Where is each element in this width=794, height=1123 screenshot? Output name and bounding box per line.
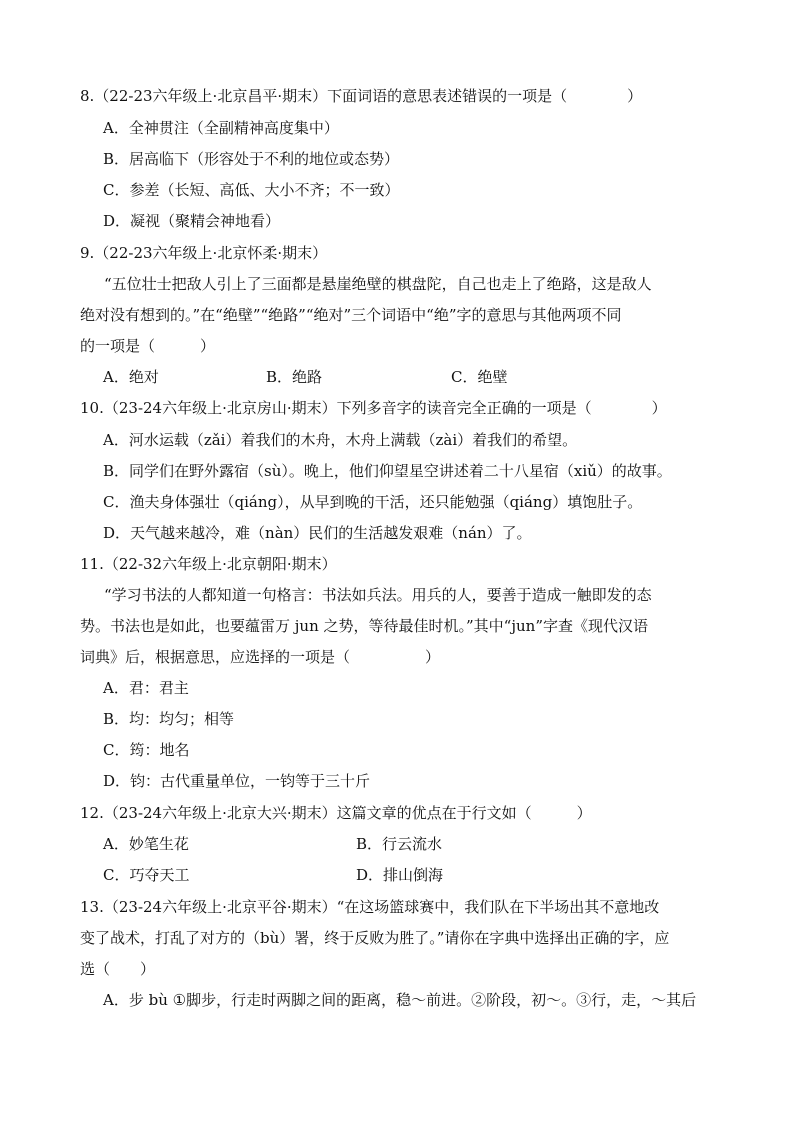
question-9-passage-line-2: 绝对没有想到的。”在“绝壁”“绝路”“绝对”三个词语中“绝”字的意思与其他两项不同 (80, 306, 622, 324)
question-11-option-d: D．钧：古代重量单位，一钧等于三十斤 (103, 772, 371, 790)
question-9-option-a: A．绝对 (103, 368, 159, 386)
question-11-option-c: C．筠：地名 (103, 741, 190, 759)
question-10-stem: 10.（23-24六年级上·北京房山·期末）下列多音字的读音完全正确的一项是（ ） (80, 399, 667, 417)
question-8-option-b: B．居高临下（形容处于不利的地位或态势） (103, 150, 400, 168)
question-11-stem: 11.（22-32六年级上·北京朝阳·期末） (80, 555, 337, 573)
question-9-passage-line-3: 的一项是（ ） (80, 337, 216, 355)
question-11-option-a: A．君：君主 (103, 679, 189, 697)
question-12-options-row-2 (0, 865, 794, 885)
question-10-option-c: C．渔夫身体强壮（qiáng），从早到晚的干活，还只能勉强（qiáng）填饱肚子。 (103, 493, 643, 511)
question-12-option-c: C．巧夺天工 (103, 866, 190, 884)
question-9-option-b: B．绝路 (266, 368, 323, 386)
question-8-option-d: D．凝视（聚精会神地看） (103, 212, 281, 230)
question-8-stem: 8.（22-23六年级上·北京昌平·期末）下面词语的意思表述错误的一项是（ ） (80, 87, 643, 105)
question-9-options-row (0, 367, 794, 387)
question-8-option-a: A．全神贯注（全副精神高度集中） (103, 119, 339, 137)
question-12-options-row-1 (0, 834, 794, 854)
question-12-stem: 12.（23-24六年级上·北京大兴·期末）这篇文章的优点在于行文如（ ） (80, 804, 592, 822)
question-13-stem: 13.（23-24六年级上·北京平谷·期末）“在这场篮球赛中，我们队在下半场出其不意地改 (80, 898, 660, 916)
question-11-option-b: B．均：均匀；相等 (103, 710, 235, 728)
question-9-option-c: C．绝壁 (451, 368, 508, 386)
question-10-option-d: D．天气越来越冷，难（nàn）民们的生活越发艰难（nán）了。 (103, 524, 532, 542)
question-13-option-a: A．步 bù ①脚步，行走时两脚之间的距离，稳～前进。②阶段，初～。③行，走，～其后 (103, 991, 697, 1009)
question-12-option-b: B．行云流水 (356, 835, 443, 853)
question-11-passage-line-2: 势。书法也是如此，也要蕴雷万 jun 之势，等待最佳时机。”其中“jun”字查《现代汉语 (80, 617, 648, 635)
question-9-stem: 9.（22-23六年级上·北京怀柔·期末） (80, 244, 328, 262)
question-11-passage-line-1: “学习书法的人都知道一句格言：书法如兵法。用兵的人，要善于造成一触即发的态 (104, 586, 652, 604)
question-8-option-c: C．参差（长短、高低、大小不齐；不一致） (103, 181, 400, 199)
question-12-option-a: A．妙笔生花 (103, 835, 189, 853)
question-10-option-b: B．同学们在野外露宿（sù）。晚上，他们仰望星空讲述着二十八星宿（xiǔ）的故事。 (103, 462, 672, 480)
question-9-passage-line-1: “五位壮士把敌人引上了三面都是悬崖绝壁的棋盘陀，自己也走上了绝路，这是敌人 (104, 275, 652, 293)
question-11-passage-line-3: 词典》后，根据意思，应选择的一项是（ ） (80, 648, 441, 666)
question-13-passage-line-1: 变了战术，打乱了对方的（bù）署，终于反败为胜了。”请你在字典中选择出正确的字，应 (80, 929, 670, 947)
question-10-option-a: A．河水运载（zǎi）着我们的木舟，木舟上满载（zài）着我们的希望。 (103, 431, 578, 449)
question-12-option-d: D．排山倒海 (356, 866, 444, 884)
question-13-passage-line-2: 选（ ） (80, 960, 156, 978)
